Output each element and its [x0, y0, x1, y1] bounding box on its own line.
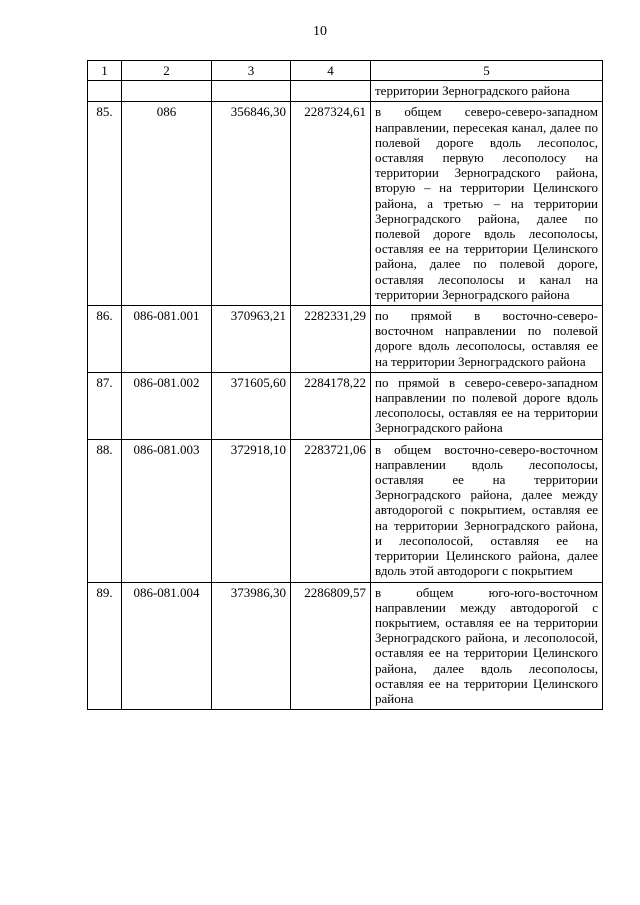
x-coordinate: 356846,30 [212, 102, 291, 306]
x-coordinate: 372918,10 [212, 439, 291, 582]
header-row [88, 61, 603, 81]
column-header-2: 2 [122, 61, 212, 81]
x-coordinate: 371605,60 [212, 372, 291, 439]
row-number: 85. [88, 102, 122, 306]
table-row [88, 306, 603, 373]
column-header-4: 4 [291, 61, 371, 81]
continuation-row [88, 81, 603, 102]
row-number: 88. [88, 439, 122, 582]
table-row [88, 102, 603, 306]
y-coordinate: 2283721,06 [291, 439, 371, 582]
point-code: 086-081.001 [122, 306, 212, 373]
boundary-table [87, 60, 603, 710]
y-coordinate: 2286809,57 [291, 582, 371, 710]
page-number: 10 [313, 24, 327, 39]
boundary-description: в общем северо-северо-западном направлении, пересекая канал, далее по полевой дороге вдоль лесополос, оставляя первую лесополосу на территории Зерноградского района, вторую – на территории Целинского района, а третью – на территории Зерноградского района, далее по полевой дороге вдоль лесополосы, оставляя ее на территории Целинского района, далее по полевой дороге, оставляя лесополосы и канал на территории Зерноградского района [371, 102, 603, 306]
point-code: 086-081.003 [122, 439, 212, 582]
row-number: 87. [88, 372, 122, 439]
boundary-description: в общем восточно-северо-восточном направлении вдоль лесополосы, оставляя ее на территории Зерноградского района, далее между автодорогой с покрытием, оставляя ее на территории Зерноградского района, и лесополосой, оставляя ее на территории Целинского района, далее вдоль этой автодороги с покрытием [371, 439, 603, 582]
point-code: 086-081.002 [122, 372, 212, 439]
row-number: 86. [88, 306, 122, 373]
boundary-description: в общем юго-юго-восточном направлении между автодорогой с покрытием, оставляя ее на территории Зерноградского района, и лесополосой, оставляя ее на территории Целинского района, далее вдоль лесополосы, оставляя ее на территории Целинского района [371, 582, 603, 710]
x-coordinate: 373986,30 [212, 582, 291, 710]
point-code: 086-081.004 [122, 582, 212, 710]
column-header-1: 1 [88, 61, 122, 81]
y-coordinate: 2282331,29 [291, 306, 371, 373]
column-header-3: 3 [212, 61, 291, 81]
y-coordinate: 2287324,61 [291, 102, 371, 306]
y-coordinate: 2284178,22 [291, 372, 371, 439]
point-code: 086 [122, 102, 212, 306]
x-coordinate: 370963,21 [212, 306, 291, 373]
boundary-description: по прямой в северо-северо-западном направлении по полевой дороге вдоль лесополосы, оставляя ее на территории Зерноградского района [371, 372, 603, 439]
boundary-description: по прямой в восточно-северо-восточном направлении по полевой дороге вдоль лесополосы, оставляя ее на территории Зерноградского района [371, 306, 603, 373]
continuation-description: территории Зерноградского района [371, 81, 603, 102]
table-row [88, 372, 603, 439]
table-row [88, 439, 603, 582]
table-row [88, 582, 603, 710]
row-number: 89. [88, 582, 122, 710]
column-header-5: 5 [371, 61, 603, 81]
